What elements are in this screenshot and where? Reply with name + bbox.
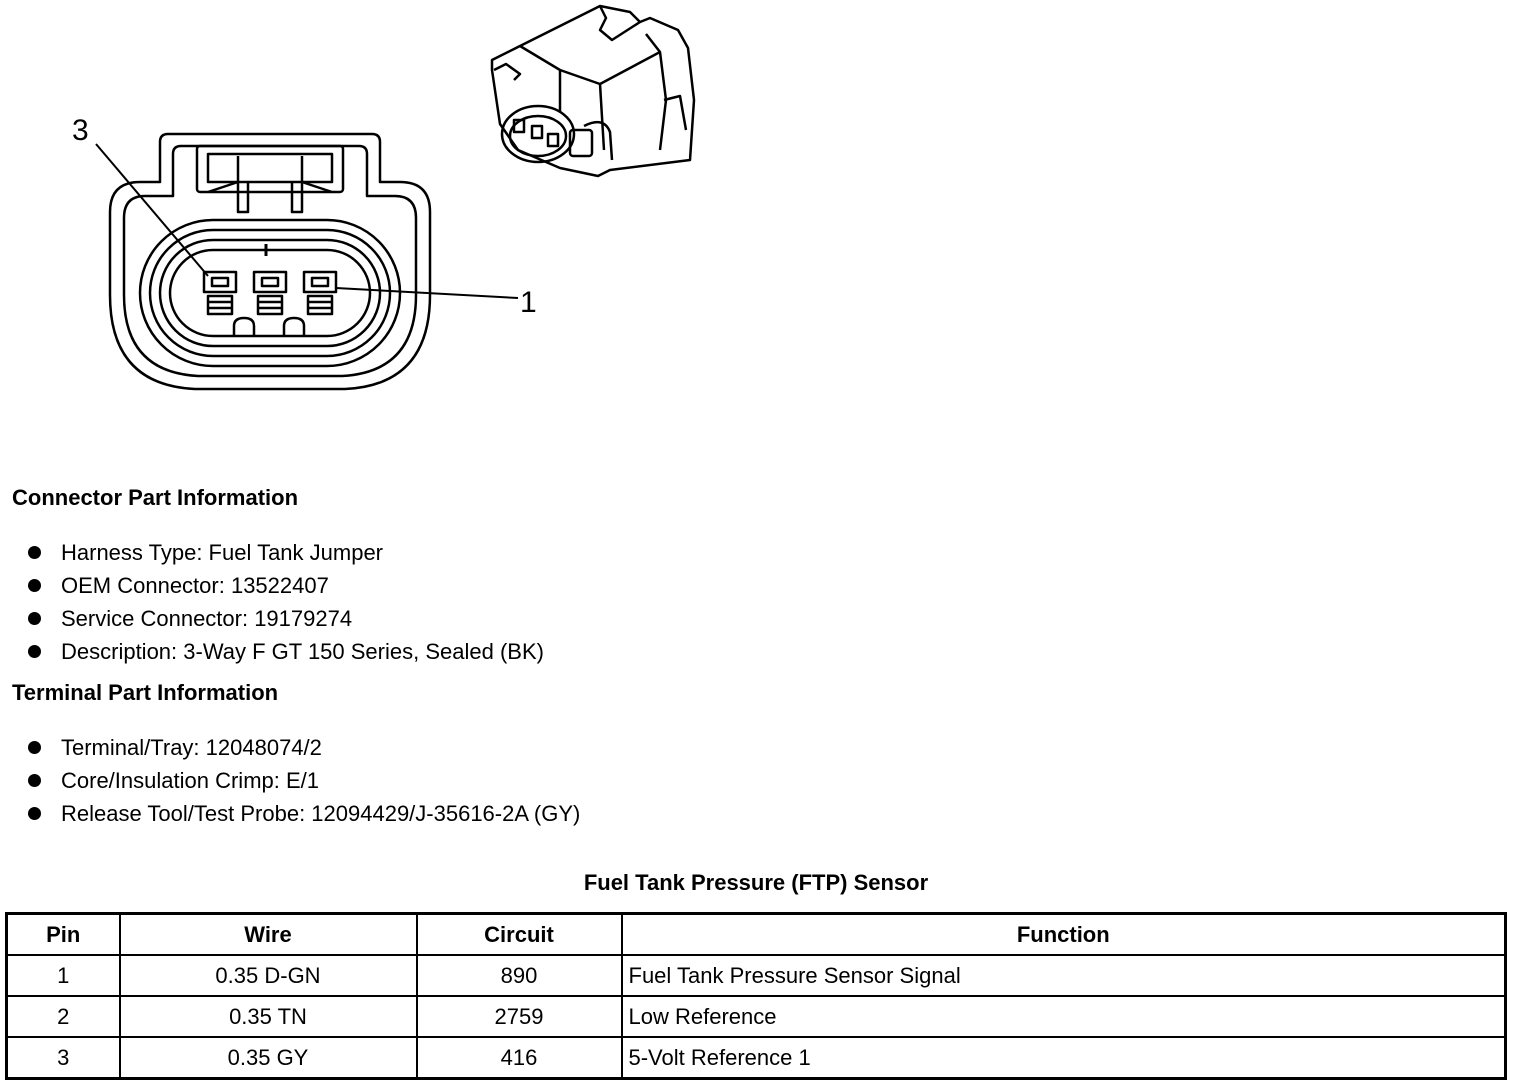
terminal-cavity-1 [304,272,336,314]
list-item: Release Tool/Test Probe: 12094429/J-35616-2A (GY) [28,797,580,830]
cell-wire: 0.35 GY [120,1037,417,1079]
cell-wire: 0.35 TN [120,996,417,1037]
cell-function: 5-Volt Reference 1 [622,1037,1506,1079]
list-item: Service Connector: 19179274 [28,602,544,635]
bullet-icon [28,774,41,787]
table-header-row [7,914,1506,956]
cell-function: Low Reference [622,996,1506,1037]
table-row [7,955,1506,996]
header-circuit: Circuit [417,914,622,956]
cell-wire: 0.35 D-GN [120,955,417,996]
list-item: Description: 3-Way F GT 150 Series, Sealed (BK) [28,635,544,668]
terminal-info-title: Terminal Part Information [12,680,279,705]
cell-circuit: 416 [417,1037,622,1079]
cell-pin: 1 [7,955,120,996]
bullet-icon [28,579,41,592]
bullet-icon [28,546,41,559]
table-row [7,996,1506,1037]
list-item: Terminal/Tray: 12048074/2 [28,731,580,764]
cell-pin: 2 [7,996,120,1037]
connector-diagram [0,0,760,440]
table-title: Fuel Tank Pressure (FTP) Sensor [583,870,929,895]
leader-line-1 [336,288,518,298]
terminal-cavity-3 [204,272,236,314]
bullet-icon [28,807,41,820]
list-item: Core/Insulation Crimp: E/1 [28,764,580,797]
connector-info-list [28,536,544,668]
cell-function: Fuel Tank Pressure Sensor Signal [622,955,1506,996]
cell-circuit: 890 [417,955,622,996]
list-item: Harness Type: Fuel Tank Jumper [28,536,544,569]
bullet-icon [28,645,41,658]
list-item: OEM Connector: 13522407 [28,569,544,602]
cell-circuit: 2759 [417,996,622,1037]
connector-3d-view [492,6,694,176]
header-pin: Pin [7,914,120,956]
table-row [7,1037,1506,1079]
terminal-info-list [28,731,580,830]
pinout-table [5,912,1507,1080]
pin-callout-3: 3 [72,114,89,147]
header-function: Function [622,914,1506,956]
connector-housing-inner [124,146,416,376]
pin-callout-1: 1 [520,286,537,319]
connector-info-title: Connector Part Information [12,485,299,510]
terminal-cavity-2 [254,272,286,314]
header-wire: Wire [120,914,417,956]
bullet-icon [28,741,41,754]
leader-line-3 [96,144,208,276]
cell-pin: 3 [7,1037,120,1079]
bullet-icon [28,612,41,625]
